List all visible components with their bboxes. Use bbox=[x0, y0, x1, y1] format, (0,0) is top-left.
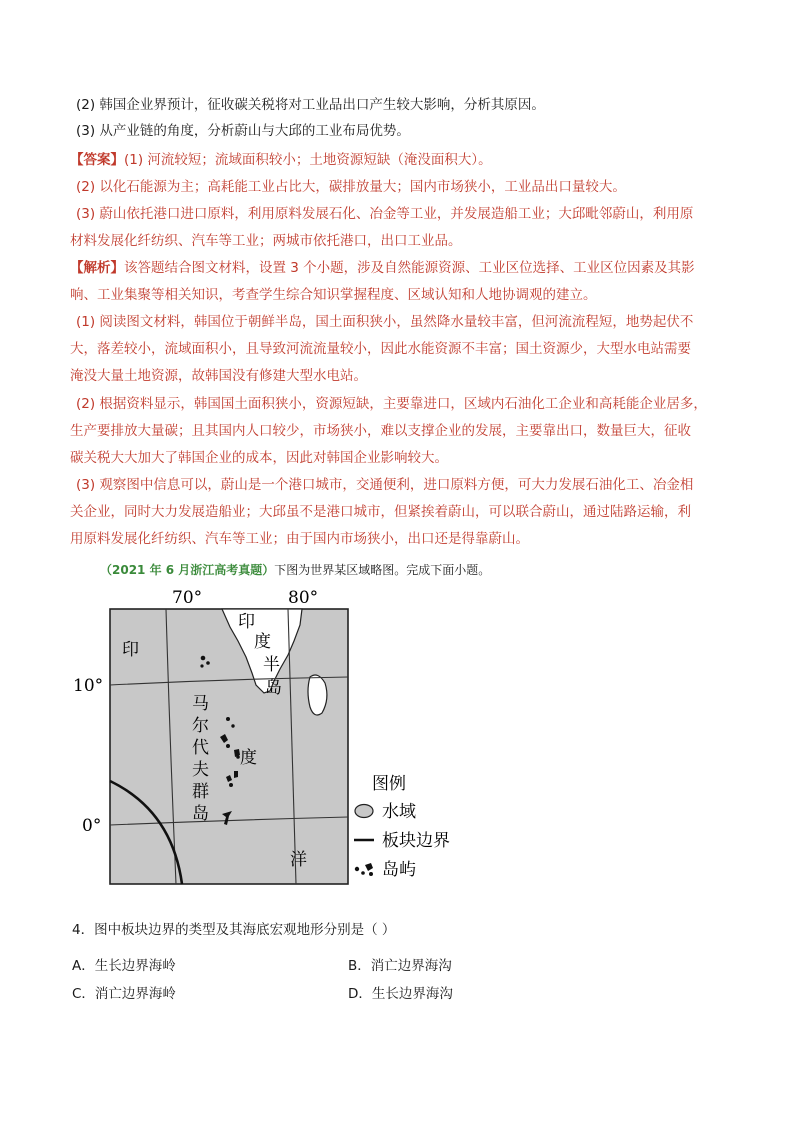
legend-boundary: 板块边界 bbox=[382, 831, 450, 851]
analysis-p2a: (2) 根据资料显示，韩国国土面积狭小，资源短缺，主要靠进口，区域内石油化工企业和高耗能企业居多， bbox=[76, 396, 707, 412]
question-4-stem: 4．图中板块边界的类型及其海底宏观地形分别是（ ） bbox=[72, 922, 396, 938]
peninsula-char-2: 度 bbox=[254, 632, 271, 652]
legend-island: 岛屿 bbox=[382, 860, 416, 880]
analysis-p1a: (1) 阅读图文材料，韩国位于朝鲜半岛，国土面积狭小，虽然降水量较丰富，但河流流程短，地势起伏不 bbox=[76, 314, 694, 330]
ocean-label-du: 度 bbox=[240, 748, 257, 768]
analysis-line-2: 响、工业集聚等相关知识，考查学生综合知识掌握程度、区域认知和人地协调观的建立。 bbox=[70, 287, 597, 303]
option-a[interactable]: A．生长边界海岭 bbox=[72, 958, 176, 974]
analysis-p2c: 碳关税大大加大了韩国企业的成本，因此对韩国企业影响较大。 bbox=[70, 450, 448, 466]
answer-line-3b: 材料发展化纤纺织、汽车等工业；两城市依托港口，出口工业品。 bbox=[70, 233, 462, 249]
option-c[interactable]: C．消亡边界海岭 bbox=[72, 986, 176, 1002]
lon-80-label: 80° bbox=[288, 588, 319, 608]
maldives-char-3: 代 bbox=[192, 738, 209, 758]
analysis-p2b: 生产要排放大量碳；且其国内人口较少，市场狭小，难以支撑企业的发展，主要靠出口，数量巨大，征收 bbox=[70, 423, 691, 439]
maldives-char-5: 群 bbox=[192, 782, 209, 802]
lon-70-label: 70° bbox=[172, 588, 203, 608]
legend-title: 图例 bbox=[372, 774, 406, 794]
answer-line-2: (2) 以化石能源为主；高耗能工业占比大，碳排放量大；国内市场狭小，工业品出口量较大。 bbox=[76, 179, 626, 195]
sri-lanka-land bbox=[308, 675, 327, 715]
figure-caption: （2021 年 6 月浙江高考真题）下图为世界某区域略图。完成下面小题。 bbox=[100, 563, 491, 577]
question-3: (3) 从产业链的角度，分析蔚山与大邱的工业布局优势。 bbox=[76, 123, 410, 139]
maldives-char-4: 夫 bbox=[192, 760, 209, 780]
analysis-p1b: 大，落差较小，流域面积小，且导致河流流量较小，因此水能资源不丰富；国土资源少，大型水电站需要 bbox=[70, 341, 691, 357]
answer-line-3a: (3) 蔚山依托港口进口原料，利用原料发展石化、冶金等工业，并发展造船工业；大邱毗邻蔚山，利用原 bbox=[76, 206, 694, 222]
peninsula-char-4: 岛 bbox=[265, 678, 282, 698]
option-b[interactable]: B．消亡边界海沟 bbox=[348, 958, 452, 974]
answer-tag: 【答案】 bbox=[70, 152, 124, 168]
analysis-p3c: 用原料发展化纤纺织、汽车等工业；由于国内市场狭小，出口还是得靠蔚山。 bbox=[70, 531, 529, 547]
legend-water: 水域 bbox=[382, 802, 416, 822]
option-d[interactable]: D．生长边界海沟 bbox=[348, 986, 453, 1002]
analysis-line-1: 【解析】该答题结合图文材料，设置 3 个小题，涉及自然能源资源、工业区位选择、工业区位因素及其影 bbox=[70, 260, 695, 276]
analysis-p3a: (3) 观察图中信息可以，蔚山是一个港口城市，交通便利，进口原料方便，可大力发展石油化工、冶金相 bbox=[76, 477, 694, 493]
peninsula-char-3: 半 bbox=[263, 655, 280, 675]
map-legend bbox=[354, 774, 450, 880]
maldives-char-1: 马 bbox=[192, 694, 209, 714]
ocean-label-yin: 印 bbox=[122, 640, 139, 660]
analysis-tag: 【解析】 bbox=[70, 260, 124, 276]
maldives-char-6: 岛 bbox=[192, 804, 209, 824]
maldives-char-2: 尔 bbox=[192, 716, 209, 736]
ocean-label-yang: 洋 bbox=[290, 850, 307, 870]
question-2: (2) 韩国企业界预计，征收碳关税将对工业品出口产生较大影响，分析其原因。 bbox=[76, 97, 545, 113]
peninsula-char-1: 印 bbox=[238, 612, 255, 632]
analysis-p3b: 关企业，同时大力发展造船业；大邱虽不是港口城市，但紧挨着蔚山，可以联合蔚山，通过陆路运输，利 bbox=[70, 504, 691, 520]
lat-0-label: 0° bbox=[82, 816, 102, 836]
legend-water-swatch bbox=[355, 805, 373, 818]
region-map bbox=[60, 585, 490, 890]
analysis-p1c: 淹没大量土地资源，故韩国没有修建大型水电站。 bbox=[70, 368, 367, 384]
lat-10-label: 10° bbox=[73, 676, 104, 696]
answer-line-1: 【答案】(1) 河流较短；流域面积较小；土地资源短缺（淹没面积大）。 bbox=[70, 152, 492, 168]
legend-island-swatch bbox=[355, 863, 373, 876]
caption-source: （2021 年 6 月浙江高考真题） bbox=[100, 563, 275, 577]
